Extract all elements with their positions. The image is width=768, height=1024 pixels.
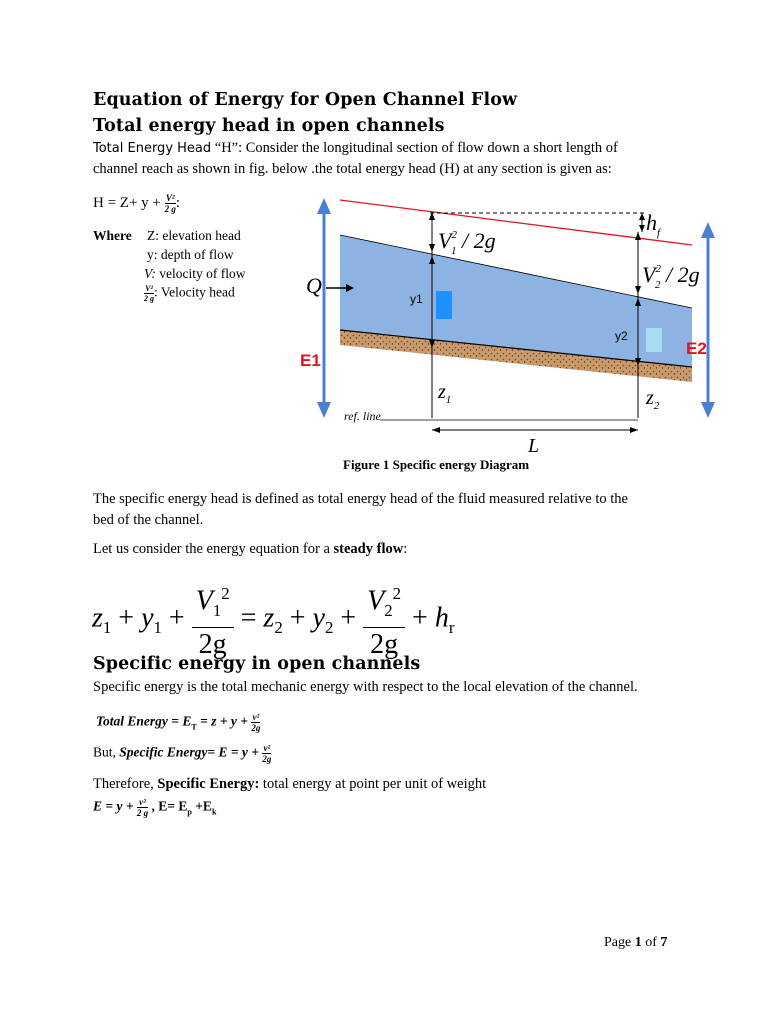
where-velocity-head bbox=[144, 284, 235, 303]
where-v bbox=[144, 266, 245, 282]
where-vh-text: : Velocity head bbox=[154, 284, 235, 300]
label-v1: $V^2$ 1 / 2g bbox=[438, 228, 496, 257]
specific-description: Specific energy is the total mechanic energy with respect to the local elevation of the channel. bbox=[93, 679, 638, 695]
label-z2: $z_2$ bbox=[646, 387, 660, 412]
label-l: L bbox=[528, 435, 540, 455]
label-y2: y2 bbox=[615, 329, 628, 343]
where-y: y: depth of flow bbox=[147, 247, 234, 262]
label-y1: y1 bbox=[410, 292, 423, 306]
where-z: Z: elevation head bbox=[147, 228, 241, 243]
head-formula-lhs: H = Z+ y + bbox=[93, 194, 161, 211]
head-formula bbox=[93, 193, 180, 214]
where-v-text: velocity of flow bbox=[155, 266, 246, 281]
v2-over-2g: $\frac{V_2^2}{2g}$ bbox=[363, 578, 405, 662]
label-hf: $h_f$ bbox=[646, 210, 661, 239]
label-z1: $z_1$ bbox=[438, 381, 452, 406]
head-formula-tail: : bbox=[175, 194, 181, 211]
intro-quote: “H”: bbox=[211, 140, 246, 156]
label-ref-line: ref. line bbox=[344, 409, 381, 423]
label-e1: E1 bbox=[300, 351, 321, 370]
specific-head-paragraph bbox=[93, 489, 693, 531]
y2-marker bbox=[646, 328, 662, 352]
energy-equation: $z_1 + y_1$ + $\frac{V_1^2}{2g}$ = $z_2 + y_2$ + $\frac{V_2^2}{2g}$ + $h_r$ bbox=[92, 578, 454, 662]
total-frac: $\frac{\text{v²}}{2g}$ bbox=[251, 712, 261, 733]
v1-over-2g: $\frac{V_1^2}{2g}$ bbox=[192, 578, 234, 662]
velocity-head-fraction bbox=[165, 193, 176, 214]
intro-line2: channel reach as shown in fig. below .the total energy head (H) at any section is given as: bbox=[93, 161, 612, 177]
label-v2: $V^2$ 2 / 2g bbox=[642, 262, 700, 291]
para2-end: : bbox=[403, 541, 408, 557]
document-title: Equation of Energy for Open Channel Flow bbox=[93, 90, 518, 110]
para2-lead: Let us consider the energy equation for a bbox=[93, 541, 334, 557]
label-q: Q bbox=[306, 273, 322, 298]
para2-bold: steady flow bbox=[333, 541, 404, 557]
total-energy-formula: Total Energy = $E_T = z + y$ + $\frac{\text{v²}}{2g}$ bbox=[96, 712, 261, 733]
where-v-sym: V: bbox=[144, 266, 156, 281]
specific-frac: $\frac{\text{v²}}{2g}$ bbox=[262, 743, 272, 764]
para1-line2: bed of the channel. bbox=[93, 512, 204, 528]
where-frac-num: V² bbox=[145, 284, 153, 293]
where-frac-den: 2 g bbox=[144, 294, 154, 303]
intro-paragraph bbox=[93, 138, 693, 180]
final-formula: E = y + $\frac{\text{v²}}{2 g}$ , $E= E_p +E_k$ bbox=[93, 797, 217, 818]
y1-marker bbox=[436, 291, 452, 319]
frac-den: 2 g bbox=[164, 204, 176, 214]
where-label bbox=[93, 228, 132, 244]
therefore-line: Therefore, Specific Energy: total energy at point per unit of weight bbox=[93, 776, 487, 792]
final-frac: $\frac{\text{v²}}{2 g}$ bbox=[136, 797, 149, 818]
frac-num: V² bbox=[165, 193, 175, 203]
where-label-text: Where bbox=[93, 228, 132, 243]
figure-caption: Figure 1 Specific energy Diagram bbox=[343, 457, 530, 472]
section-heading-specific: Specific energy in open channels bbox=[93, 654, 421, 674]
intro-term: Total Energy Head bbox=[93, 141, 212, 156]
para1-line1: The specific energy head is defined as total energy head of the fluid measured relative to the bbox=[93, 491, 628, 507]
page-number: Page 1 of 7 bbox=[604, 935, 668, 950]
section-heading-total-head: Total energy head in open channels bbox=[93, 116, 445, 136]
label-e2: E2 bbox=[686, 339, 707, 358]
intro-line1: Consider the longitudinal section of flow down a short length of bbox=[245, 140, 618, 156]
where-frac bbox=[144, 284, 154, 303]
steady-flow-paragraph bbox=[93, 539, 407, 560]
specific-energy-formula: But, Specific Energy= E = y + $\frac{\text{v²}}{2g}$ bbox=[93, 743, 272, 764]
specific-energy-diagram bbox=[280, 190, 720, 455]
